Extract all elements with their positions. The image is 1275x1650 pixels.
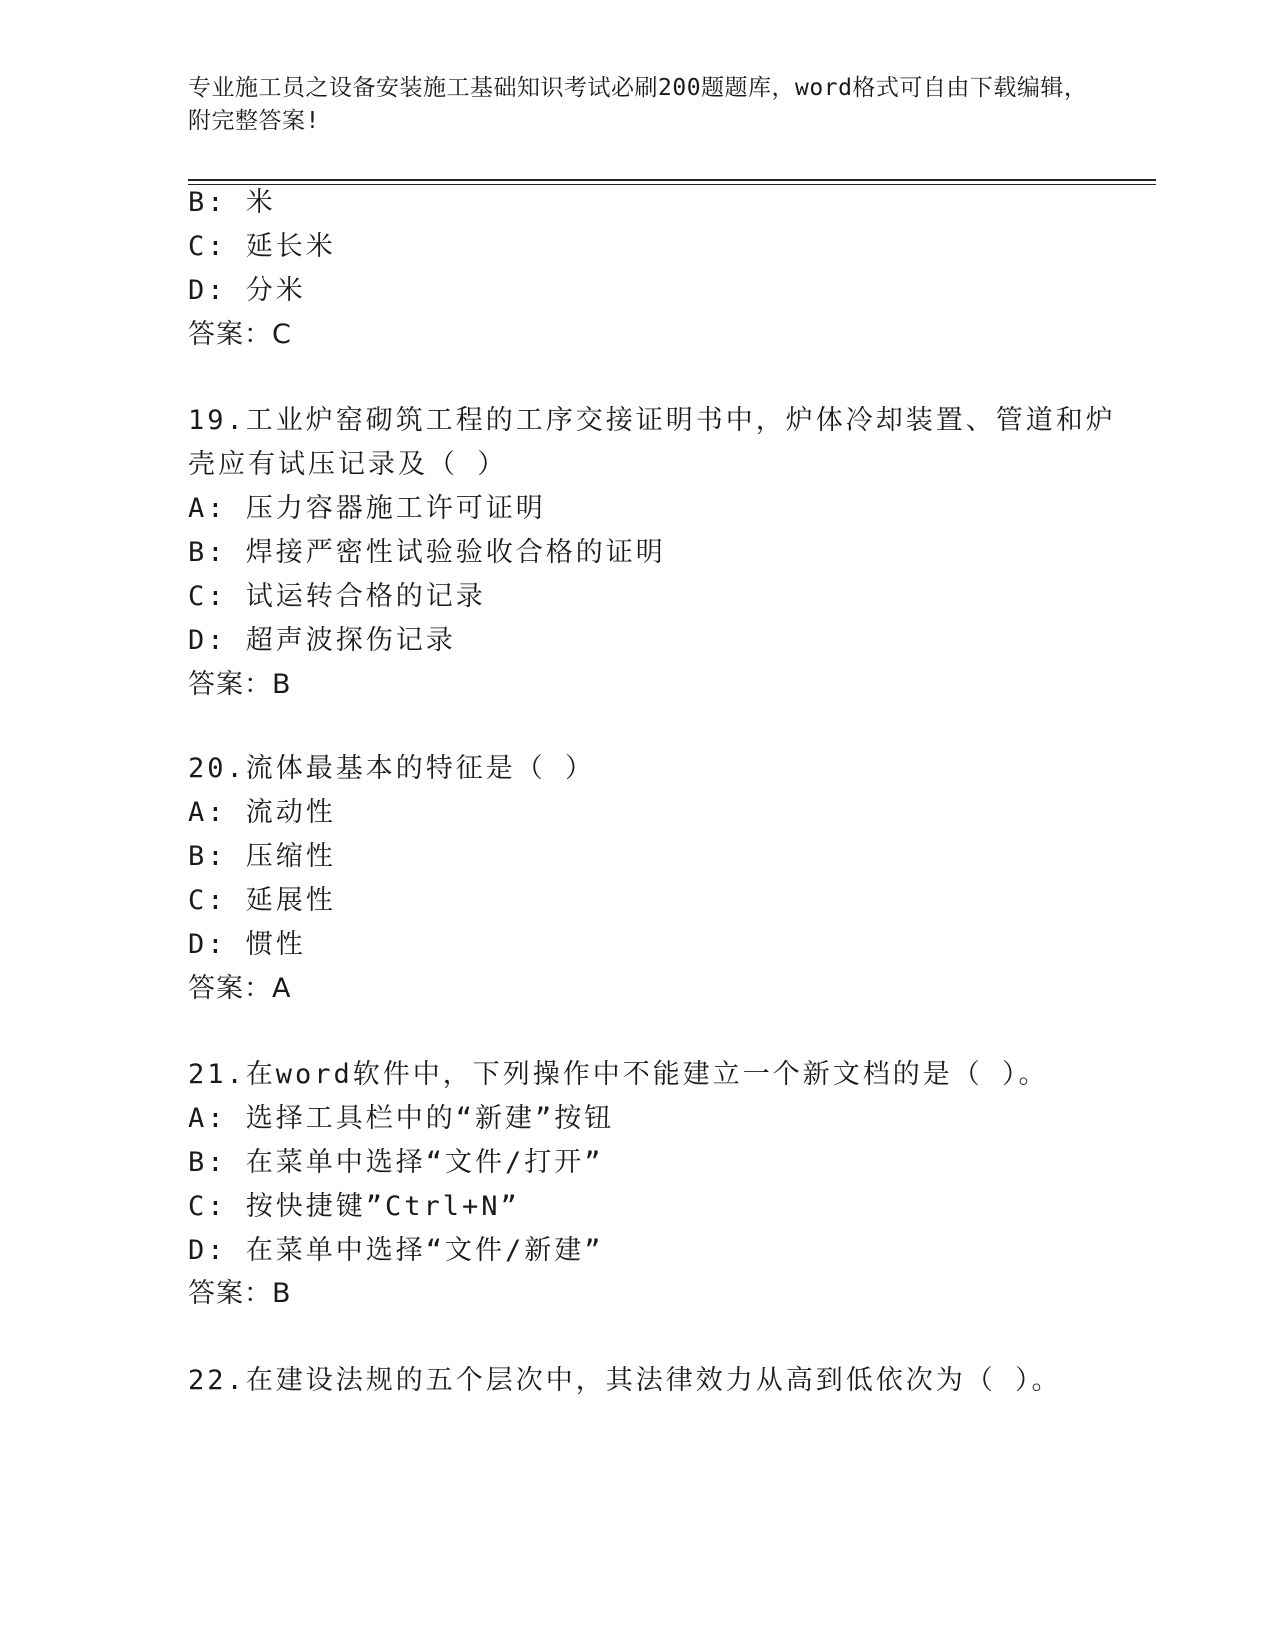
option-a: A: 流动性 bbox=[188, 797, 336, 828]
answer-line: 答案：B bbox=[188, 1278, 292, 1309]
option-c: C: 延长米 bbox=[188, 231, 336, 262]
header-divider-thick bbox=[188, 179, 1156, 181]
option-d: D: 超声波探伤记录 bbox=[188, 625, 456, 656]
option-c: C: 延展性 bbox=[188, 885, 336, 916]
option-c: C: 按快捷键”Ctrl+N” bbox=[188, 1191, 520, 1222]
header-divider-thin bbox=[188, 184, 1156, 185]
option-b: B: 焊接严密性试验验收合格的证明 bbox=[188, 537, 666, 568]
question-19-stem-cont: 壳应有试压记录及（ ） bbox=[188, 449, 508, 480]
option-b: B: 在菜单中选择“文件/打开” bbox=[188, 1147, 604, 1178]
option-b: B: 压缩性 bbox=[188, 841, 336, 872]
question-22-stem: 22.在建设法规的五个层次中，其法律效力从高到低依次为（ ）。 bbox=[188, 1365, 1062, 1396]
question-21-stem: 21.在word软件中，下列操作中不能建立一个新文档的是（ ）。 bbox=[188, 1059, 1049, 1090]
option-d: D: 分米 bbox=[188, 275, 306, 306]
question-20-stem: 20.流体最基本的特征是（ ） bbox=[188, 753, 596, 784]
answer-line: 答案：B bbox=[188, 669, 292, 700]
option-d: D: 惯性 bbox=[188, 929, 306, 960]
answer-line: 答案：A bbox=[188, 973, 292, 1004]
option-a: A: 选择工具栏中的“新建”按钮 bbox=[188, 1103, 615, 1134]
option-b: B: 米 bbox=[188, 187, 276, 218]
option-c: C: 试运转合格的记录 bbox=[188, 581, 486, 612]
document-header-title: 专业施工员之设备安装施工基础知识考试必刷200题题库，word格式可自由下载编辑，附完整答案! bbox=[188, 75, 1088, 134]
question-19-stem: 19.工业炉窑砌筑工程的工序交接证明书中，炉体冷却装置、管道和炉 bbox=[188, 405, 1116, 436]
answer-line: 答案：C bbox=[188, 319, 292, 350]
option-d: D: 在菜单中选择“文件/新建” bbox=[188, 1235, 604, 1266]
option-a: A: 压力容器施工许可证明 bbox=[188, 493, 546, 524]
